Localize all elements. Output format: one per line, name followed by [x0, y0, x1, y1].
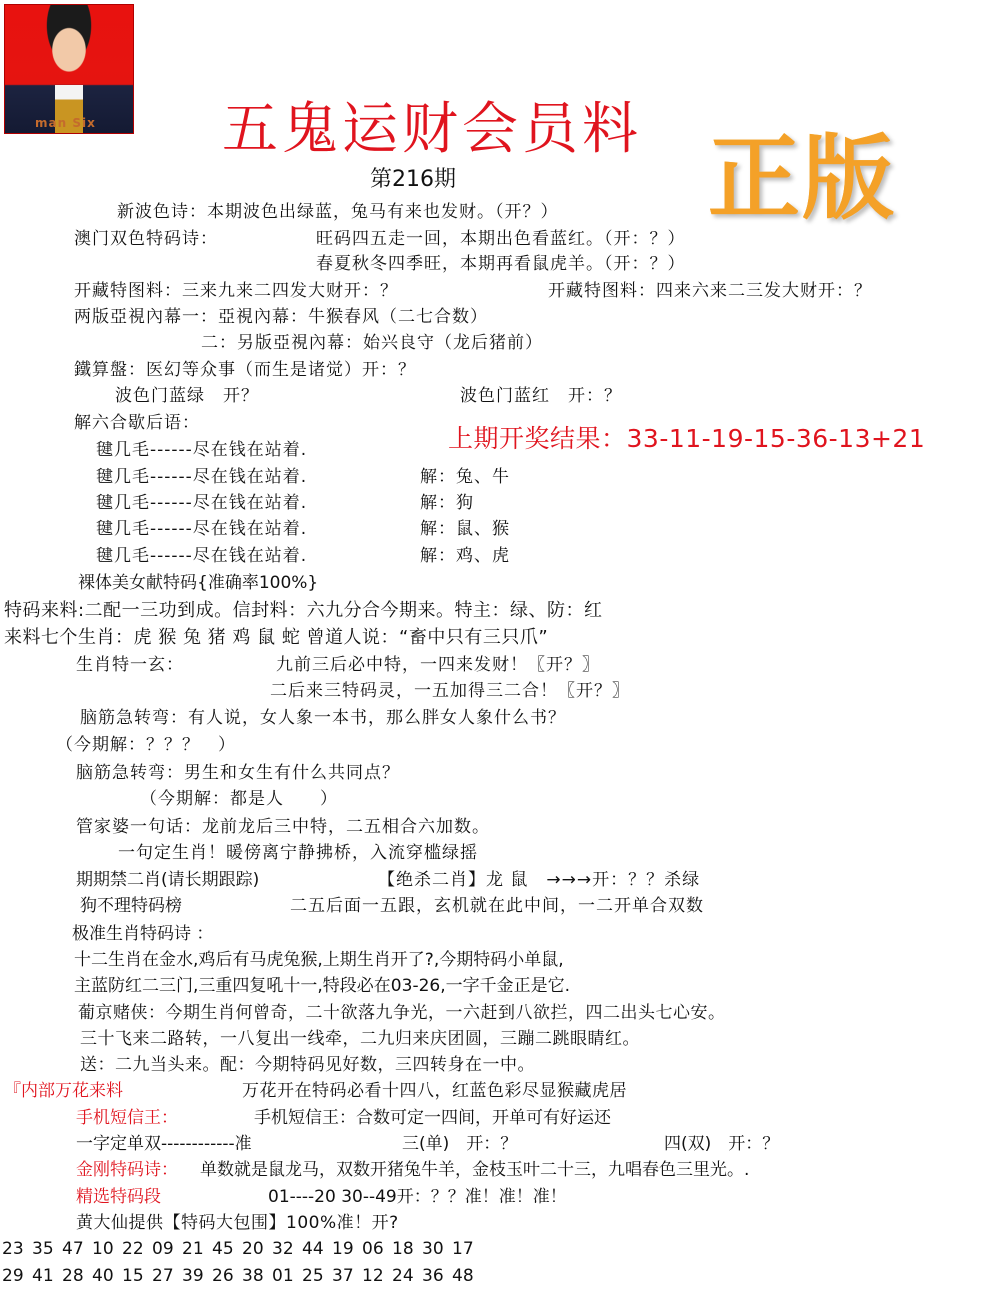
number-row-1 — [2, 1238, 482, 1260]
number-row-2 — [2, 1265, 482, 1287]
asia-line-1: 两版亞視內幕一：亞視內幕：牛猴春风（二七合数） — [74, 307, 488, 327]
xuan-line-2: 二后来三特码灵，一五加得三二合！〖开？〗 — [270, 681, 630, 701]
number-cell: 23 — [2, 1239, 24, 1259]
number-cell: 21 — [182, 1239, 204, 1259]
number-cell: 45 — [212, 1239, 234, 1259]
segment-value: 01----20 30--49开：？？准！准！准！ — [268, 1187, 567, 1207]
huang-line: 黄大仙提供【特码大包围】100%准！开? — [76, 1213, 399, 1233]
riddle-answer: 解：鼠、猴 — [420, 519, 510, 539]
poem-label: 极准生肖特码诗 ： — [72, 924, 214, 944]
number-cell: 15 — [122, 1266, 144, 1286]
sms-value: 手机短信王：合数可定一四间，开单可有好运还 — [254, 1108, 611, 1128]
last-result-label: 上期开奖结果： — [448, 424, 627, 453]
asia-line-2: 二：另版亞視內幕：始兴良守（龙后猪前） — [201, 333, 543, 353]
gambler-line-3: 送：二九当头来。配：今期特码见好数，三四转身在一中。 — [80, 1055, 535, 1075]
wave-green: 波色门蓝绿 开？ — [115, 386, 259, 406]
butler-line: 管家婆一句话：龙前龙后三中特，二五相合六加数。 — [76, 817, 490, 837]
number-cell: 12 — [362, 1266, 384, 1286]
brain-answer-1: （今期解：？？？ ） — [56, 735, 236, 755]
number-cell: 19 — [332, 1239, 354, 1259]
number-cell: 38 — [242, 1266, 264, 1286]
last-result — [448, 423, 925, 455]
page-title: 五鬼运财会员料 — [222, 97, 642, 162]
number-cell: 06 — [362, 1239, 384, 1259]
riddle-question: 毽几毛------尽在钱在站着. — [96, 519, 308, 539]
sms-label: 手机短信王： — [76, 1108, 178, 1128]
authentic-seal: 正版 — [708, 124, 897, 232]
riddle-answer: 解：狗 — [420, 493, 474, 513]
nude-line: 裸体美女献特码{准确率100%} — [78, 573, 319, 593]
flower-value: 万花开在特码必看十四八，红蓝色彩尽显猴藏虎居 — [242, 1081, 627, 1101]
riddle-question: 毽几毛------尽在钱在站着. — [96, 440, 308, 460]
odd-even-line: 一字定单双------------准 — [76, 1134, 252, 1154]
number-cell: 40 — [92, 1266, 114, 1286]
brain-teaser-1: 脑筋急转弯：有人说，女人象一本书，那么胖女人象什么书？ — [80, 708, 566, 728]
wave-poem: 新波色诗：本期波色出绿蓝，兔马有来也发财。（开？） — [117, 202, 559, 222]
xuan-line-1: 九前三后必中特，一四来发财！〖开？〗 — [276, 655, 600, 675]
number-cell: 47 — [62, 1239, 84, 1259]
seven-zodiac-line: 来料七个生肖：虎 猴 兔 猪 鸡 鼠 蛇 曾道人说：“畜中只有三只爪” — [4, 627, 549, 648]
number-cell: 01 — [272, 1266, 294, 1286]
number-cell: 20 — [242, 1239, 264, 1259]
number-cell: 32 — [272, 1239, 294, 1259]
abacus-line: 鐵算盤：医幻等众事（而生是诸觉）开：？ — [74, 360, 416, 380]
ban-label: 期期禁二肖(请长期跟踪) — [76, 870, 260, 890]
riddle-question: 毽几毛------尽在钱在站着. — [96, 546, 308, 566]
macau-line-2: 春夏秋冬四季旺，本期再看鼠虎羊。（开：？） — [316, 254, 686, 274]
number-cell: 48 — [452, 1266, 474, 1286]
ban-value: 【绝杀二肖】龙 鼠 →→→开：？？杀绿 — [378, 870, 701, 890]
odd-value: 三(单) 开：？ — [402, 1134, 518, 1154]
brain-answer-2: （今期解：都是人 ） — [140, 789, 338, 809]
number-cell: 10 — [92, 1239, 114, 1259]
poem-line-2: 主蓝防红二三门,三重四复吼十一,特段必在03-26,一字千金正是它. — [74, 976, 571, 996]
photo-watermark: man Six — [35, 116, 96, 130]
tu-right: 开藏特图料：四来六来二三发大财开：？ — [548, 281, 872, 301]
gambler-line-2: 三十飞来二路转，一八复出一线牵，二九归来庆团圆，三蹦二跳眼睛红。 — [80, 1029, 640, 1049]
brain-teaser-2: 脑筋急转弯：男生和女生有什么共同点？ — [76, 763, 400, 783]
riddle-question: 毽几毛------尽在钱在站着. — [96, 467, 308, 487]
riddle-answer: 解：兔、牛 — [420, 467, 510, 487]
segment-label: 精选特码段 — [76, 1187, 161, 1207]
issue-number: 第216期 — [370, 167, 456, 192]
wave-red: 波色门蓝红 开：？ — [460, 386, 622, 406]
number-cell: 44 — [302, 1239, 324, 1259]
number-cell: 37 — [332, 1266, 354, 1286]
kingkong-label: 金刚特码诗： — [76, 1160, 178, 1180]
number-cell: 24 — [392, 1266, 414, 1286]
riddle-header: 解六合歇后语： — [74, 413, 200, 433]
number-cell: 25 — [302, 1266, 324, 1286]
riddle-answer: 解：鸡、虎 — [420, 546, 510, 566]
tu-left: 开藏特图料：三来九来二四发大财开：？ — [74, 281, 398, 301]
even-value: 四(双) 开：？ — [664, 1134, 780, 1154]
number-cell: 09 — [152, 1239, 174, 1259]
number-cell: 26 — [212, 1266, 234, 1286]
number-cell: 17 — [452, 1239, 474, 1259]
xuan-label: 生肖特一玄： — [76, 655, 184, 675]
flower-label: 『内部万花来料 — [4, 1081, 123, 1101]
number-cell: 30 — [422, 1239, 444, 1259]
number-cell: 39 — [182, 1266, 204, 1286]
kingkong-value: 单数就是鼠龙马，双数开猪兔牛羊，金枝玉叶二十三，九唱春色三里光。. — [200, 1160, 750, 1180]
dog-label: 狗不理特码榜 — [80, 896, 182, 916]
macau-line-1: 旺码四五走一回，本期出色看蓝红。（开：？） — [316, 229, 686, 249]
number-cell: 28 — [62, 1266, 84, 1286]
number-cell: 36 — [422, 1266, 444, 1286]
macau-label: 澳门双色特码诗： — [74, 229, 218, 249]
last-result-numbers: 33-11-19-15-36-13+21 — [626, 424, 926, 453]
number-cell: 29 — [2, 1266, 24, 1286]
number-cell: 35 — [32, 1239, 54, 1259]
riddle-question: 毽几毛------尽在钱在站着. — [96, 493, 308, 513]
poem-line-1: 十二生肖在金水,鸡后有马虎兔猴,上期生肖开了?,今期特码小单鼠, — [74, 950, 564, 970]
number-cell: 18 — [392, 1239, 414, 1259]
gambler-line-1: 葡京赌侠：今期生肖何曾奇，二十欲落九争光，一六赶到八欲拦，四二出头七心安。 — [78, 1003, 726, 1023]
source-line: 特码来料:二配一三功到成。信封料：六九分合今期来。特主：绿、防：红 — [4, 600, 603, 621]
number-cell: 41 — [32, 1266, 54, 1286]
portrait-photo — [4, 4, 134, 134]
one-sentence-line: 一句定生肖！暖傍离宁静拂桥，入流穿槛绿摇 — [118, 843, 478, 863]
dog-value: 二五后面一五跟，玄机就在此中间，一二开单合双数 — [290, 896, 704, 916]
number-cell: 22 — [122, 1239, 144, 1259]
number-cell: 27 — [152, 1266, 174, 1286]
